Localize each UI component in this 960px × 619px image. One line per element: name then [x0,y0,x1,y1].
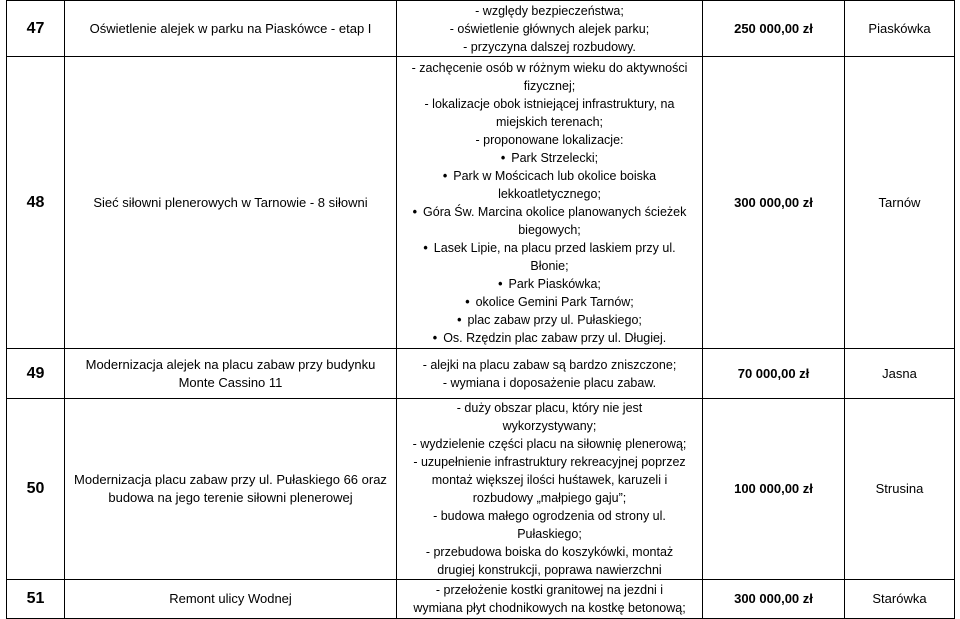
project-name: Modernizacja alejek na placu zabaw przy budynku Monte Cassino 11 [65,349,397,399]
description-line: - duży obszar placu, który nie jest [456,401,643,415]
description-line: montaż większej ilości huśtawek, karuzeli i [431,473,668,487]
location: Piaskówka [845,1,955,57]
description-line: - względy bezpieczeństwa; [475,3,624,18]
bullet-item: • Park Strzelecki; [399,149,700,167]
project-description [397,57,703,349]
description-line: - przełożenie kostki granitowej na jezdni i [435,583,664,597]
bullet-item: • Os. Rzędzin plac zabaw przy ul. Długiej. [399,329,700,347]
description-line: Błonie; [530,258,569,273]
description-line: - uzupełnienie infrastruktury rekreacyjnej poprzez [413,455,686,469]
bullet-item: • Lasek Lipie, na placu przed laskiem przy ul. [399,239,700,257]
table-row [7,57,955,349]
amount: 300 000,00 zł [703,580,845,619]
project-description [397,349,703,399]
row-number: 51 [7,580,65,619]
bullet-item: • okolice Gemini Park Tarnów; [399,293,700,311]
description-line: wymiana płyt chodnikowych na kostkę betonową; [413,601,686,615]
description-line: fizycznej; [523,78,576,93]
description-line: lekkoatletycznego; [498,186,601,201]
location: Strusina [845,399,955,580]
bullet-item: • Góra Św. Marcina okolice planowanych ścieżek [399,203,700,221]
project-name: Modernizacja placu zabaw przy ul. Pułaskiego 66 oraz budowa na jego terenie siłowni plenerowej [65,399,397,580]
location: Jasna [845,349,955,399]
row-number: 47 [7,1,65,57]
project-description [397,580,703,619]
description-line: - przebudowa boiska do koszykówki, montaż [425,545,674,559]
description-line: - alejki na placu zabaw są bardzo zniszczone; [422,357,677,372]
description-line: rozbudowy „małpiego gaju”; [472,491,627,505]
table-row [7,580,955,619]
description-line: - wydzielenie części placu na siłownię plenerową; [412,437,687,451]
description-line: - budowa małego ogrodzenia od strony ul. [433,509,666,523]
amount: 100 000,00 zł [703,399,845,580]
table-row [7,349,955,399]
row-number: 48 [7,57,65,349]
description-line: wykorzystywany; [502,419,597,433]
amount: 250 000,00 zł [703,1,845,57]
description-line: biegowych; [518,222,581,237]
project-name: Sieć siłowni plenerowych w Tarnowie - 8 siłowni [65,57,397,349]
location: Tarnów [845,57,955,349]
project-name: Remont ulicy Wodnej [65,580,397,619]
row-number: 50 [7,399,65,580]
project-description [397,1,703,57]
amount: 70 000,00 zł [703,349,845,399]
description-line: - zachęcenie osób w różnym wieku do aktywności [411,60,688,75]
description-line: Pułaskiego; [517,527,582,541]
bullet-item: • Park Piaskówka; [399,275,700,293]
location: Starówka [845,580,955,619]
amount: 300 000,00 zł [703,57,845,349]
bullet-item: • Park w Mościcach lub okolice boiska [399,167,700,185]
description-line: miejskich terenach; [496,114,603,129]
description-line: drugiej konstrukcji, poprawa nawierzchni [437,563,662,577]
table-row [7,1,955,57]
table-row [7,399,955,580]
description-line: - wymiana i doposażenie placu zabaw. [442,375,657,390]
bullet-item: • plac zabaw przy ul. Pułaskiego; [399,311,700,329]
description-line: - proponowane lokalizacje: [475,132,624,147]
row-number: 49 [7,349,65,399]
description-line: - przyczyna dalszej rozbudowy. [463,39,636,54]
project-name: Oświetlenie alejek w parku na Piaskówce - etap I [65,1,397,57]
description-line: - oświetlenie głównych alejek parku; [449,21,650,36]
projects-table [6,0,955,619]
project-description [397,399,703,580]
description-line: - lokalizacje obok istniejącej infrastruktury, na [424,96,675,111]
